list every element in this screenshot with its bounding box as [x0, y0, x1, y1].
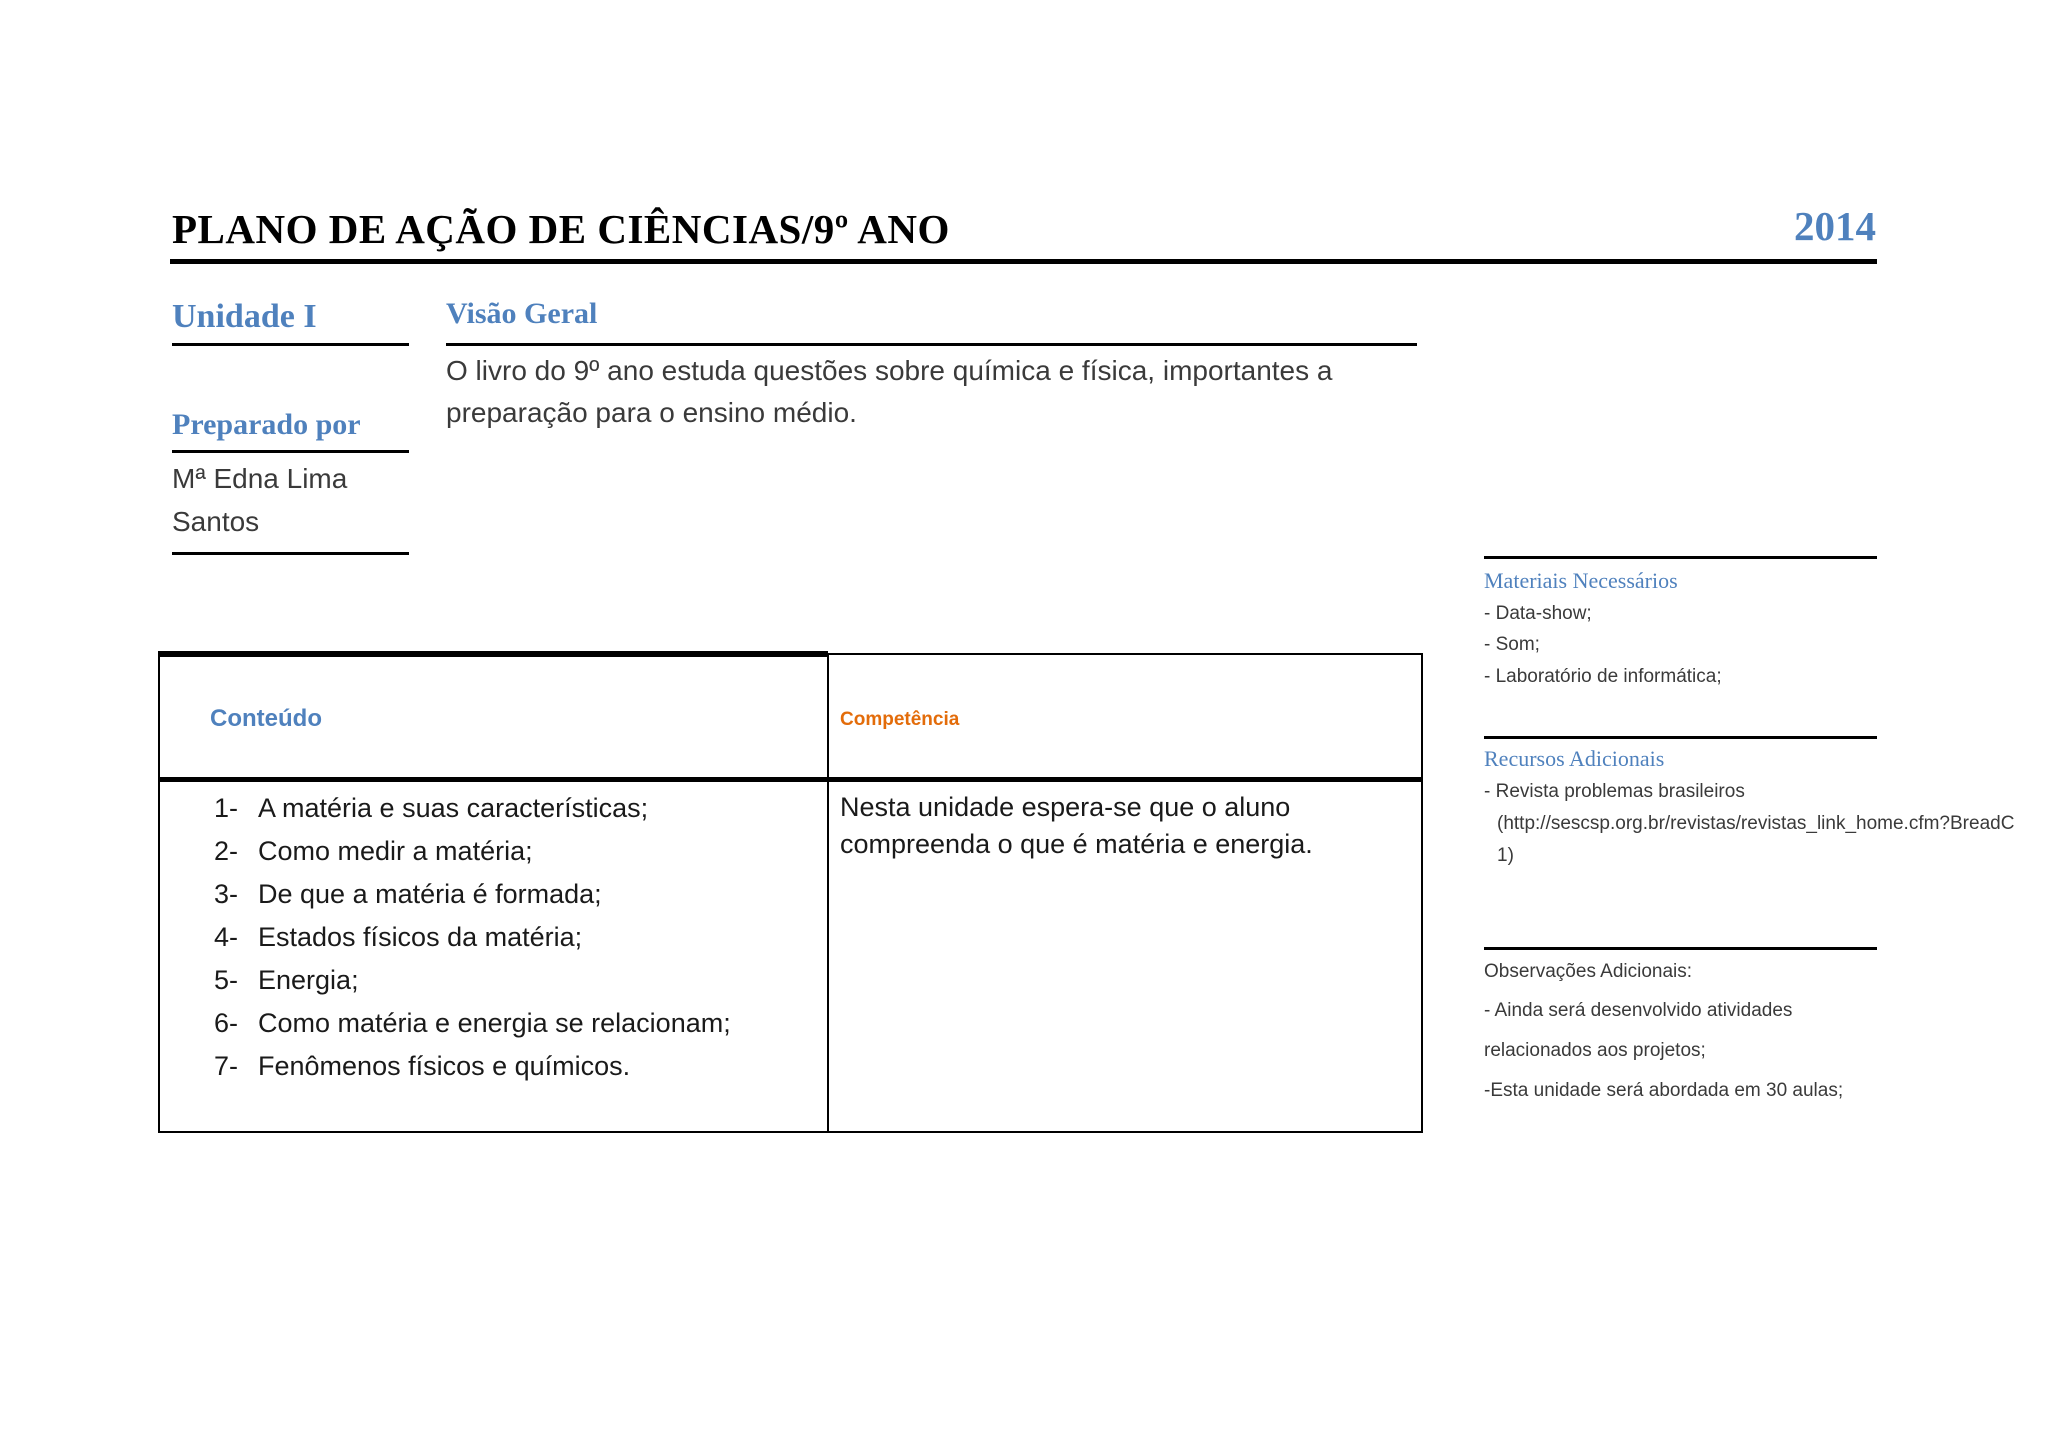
- resources-heading: Recursos Adicionais: [1484, 746, 1665, 771]
- materials-item: - Data-show;: [1484, 603, 1592, 624]
- list-item: 4- Estados físicos da matéria;: [214, 922, 583, 952]
- materials-heading: Materiais Necessários: [1484, 568, 1678, 593]
- author-divider: [172, 552, 409, 555]
- materials-item: - Laboratório de informática;: [1484, 666, 1722, 687]
- unit-label: Unidade I: [172, 298, 317, 335]
- document-title: PLANO DE AÇÃO DE CIÊNCIAS/9º ANO: [172, 206, 950, 252]
- overview-heading: Visão Geral: [446, 297, 598, 330]
- resources-line: - Revista problemas brasileiros: [1484, 781, 1745, 802]
- table-header-competence: Competência: [840, 709, 960, 730]
- materials-divider: [1484, 556, 1877, 559]
- content-list: [214, 787, 731, 1088]
- author-name: [172, 457, 412, 543]
- content-table: [158, 653, 1423, 1133]
- author-name-line2: Santos: [172, 506, 260, 537]
- notes-heading: Observações Adicionais:: [1484, 961, 1693, 982]
- list-item: 7- Fenômenos físicos e químicos.: [214, 1051, 631, 1081]
- overview-divider: [446, 343, 1417, 346]
- notes-line: - Ainda será desenvolvido atividades: [1484, 1000, 1793, 1021]
- table-header-content: Conteúdo: [210, 705, 322, 732]
- list-item: 2- Como medir a matéria;: [214, 836, 533, 866]
- resources-link[interactable]: (http://sescsp.org.br/revistas/revistas_link_home.cfm?BreadC: [1497, 813, 2015, 834]
- overview-text: O livro do 9º ano estuda questões sobre química e física, importantes a preparação para o ensino médio.: [446, 355, 1333, 428]
- notes-line: relacionados aos projetos;: [1484, 1040, 1706, 1061]
- author-name-line1: Mª Edna Lima: [172, 463, 348, 494]
- materials-item: - Som;: [1484, 634, 1540, 655]
- resources-divider: [1484, 736, 1877, 739]
- notes-line: -Esta unidade será abordada em 30 aulas;: [1484, 1080, 1844, 1101]
- table-column-divider: [827, 655, 829, 1131]
- resources-line: 1): [1497, 845, 1514, 866]
- list-item: 6- Como matéria e energia se relacionam;: [214, 1008, 731, 1038]
- table-top-border: [158, 651, 828, 657]
- list-item: 5- Energia;: [214, 965, 359, 995]
- unit-divider: [172, 343, 409, 346]
- prepared-by-heading: Preparado por: [172, 408, 361, 441]
- document-year: 2014: [1794, 203, 1876, 249]
- list-item: 1- A matéria e suas características;: [214, 793, 649, 823]
- title-divider: [170, 259, 1877, 264]
- notes-divider: [1484, 947, 1877, 950]
- list-item: 3- De que a matéria é formada;: [214, 879, 602, 909]
- table-header-divider: [160, 777, 1421, 782]
- competence-text: Nesta unidade espera-se que o aluno compreenda o que é matéria e energia.: [840, 792, 1313, 859]
- prepared-by-divider: [172, 450, 409, 453]
